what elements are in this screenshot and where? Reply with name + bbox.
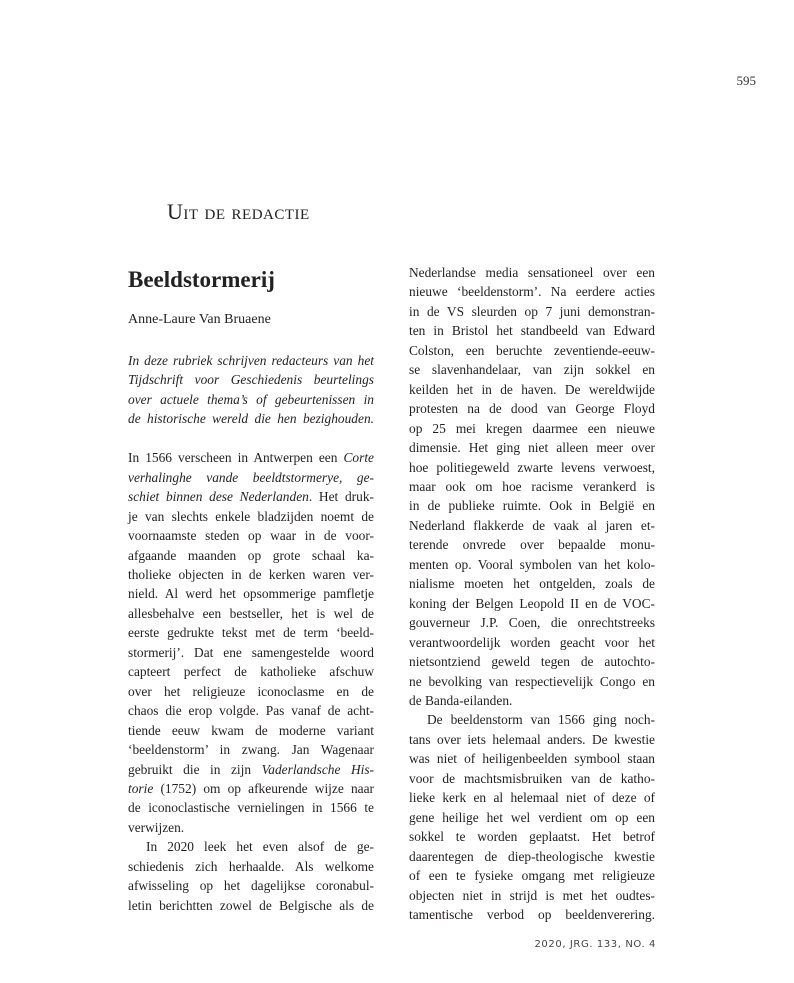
body-line	[409, 769, 655, 788]
body-line	[409, 321, 655, 340]
body-line	[409, 302, 655, 321]
text-segment: tholieke objecten in de kerken waren ver-	[128, 567, 374, 583]
body-line	[128, 818, 374, 837]
body-line	[128, 526, 374, 545]
body-line	[409, 652, 655, 671]
body-line	[409, 458, 655, 477]
italic-text: torie	[128, 781, 154, 797]
text-segment: protesten na de dood van George Floyd	[409, 401, 655, 417]
right-column	[409, 263, 655, 924]
text-segment: koning der Belgen Leopold II en de VOC-	[409, 595, 655, 611]
text-segment: de iconoclastische vernielingen in 1566 te	[128, 800, 374, 816]
body-line	[409, 496, 655, 515]
text-segment: in de VS sleurden op 7 juni demonstran-	[409, 303, 655, 319]
body-line	[128, 721, 374, 740]
left-column	[128, 351, 374, 915]
text-segment: afwisseling op het dagelijkse coronabul-	[128, 878, 374, 894]
body-line	[409, 827, 655, 846]
body-line	[128, 604, 374, 623]
body-line	[128, 448, 374, 467]
body-line	[128, 468, 374, 487]
italic-text: Corte	[343, 450, 374, 466]
body-line	[409, 691, 655, 710]
body-text-right	[409, 263, 655, 924]
body-line	[409, 905, 655, 924]
body-line	[128, 643, 374, 662]
body-line	[409, 730, 655, 749]
body-line	[409, 788, 655, 807]
body-line	[409, 282, 655, 301]
text-segment: je van slechts enkele bladzijden noemt de	[128, 508, 374, 524]
text-segment: nietsontziend geweld tegen de autochto-	[409, 654, 655, 670]
body-line	[409, 749, 655, 768]
body-line	[128, 798, 374, 817]
body-line	[409, 672, 655, 691]
text-segment: (1752) om op afkeurende wijze naar	[153, 781, 374, 797]
body-line	[409, 477, 655, 496]
text-segment: letin berichtten zowel de Belgische als de	[128, 897, 374, 913]
text-segment: nieuwe ‘beeldenstorm’. Na eerdere acties	[409, 284, 655, 300]
text-segment: nield. Al werd het opsommerige pamfletje	[128, 586, 374, 602]
article-title: Beeldstormerij	[128, 267, 275, 292]
body-line	[128, 662, 374, 681]
text-segment: was niet of heiligenbeelden symbool staan	[409, 751, 655, 767]
body-line	[409, 555, 655, 574]
body-line	[409, 710, 655, 729]
body-line	[128, 507, 374, 526]
text-segment: sokkel te worden geplaatst. Het betrof	[409, 829, 655, 845]
text-segment: capteert perfect de katholieke afschuw	[128, 664, 374, 680]
body-line	[128, 682, 374, 701]
text-segment: afgaande maanden op grote schaal ka-	[128, 547, 374, 563]
body-line	[128, 701, 374, 720]
text-segment: gebruikt die in zijn	[128, 761, 262, 777]
abstract-line: over actuele thema’s of gebeurtenissen in	[128, 391, 374, 407]
body-line	[128, 837, 374, 856]
text-segment: In 1566 verscheen in Antwerpen een	[128, 450, 344, 466]
body-line	[128, 487, 374, 506]
body-line	[409, 535, 655, 554]
section-heading: Uit de redactie	[167, 199, 310, 224]
text-segment: over het religieuze iconoclasme en de	[128, 683, 374, 699]
text-segment: op 25 mei kregen daarmee een nieuwe	[409, 420, 655, 436]
text-segment: Nederlandse media sensationeel over een	[409, 265, 655, 280]
text-segment: se slavenhandelaar, van zijn sokkel en	[409, 362, 655, 378]
text-segment: in de publieke ruimte. Ook in België en	[409, 498, 655, 514]
body-line	[409, 516, 655, 535]
text-segment: maar ook om hoe racisme verankerd is	[409, 478, 655, 494]
body-line	[409, 438, 655, 457]
body-line	[409, 808, 655, 827]
body-line	[409, 419, 655, 438]
body-line	[409, 886, 655, 905]
text-segment: voornaamste steden op waar in de voor-	[128, 528, 374, 544]
body-line	[128, 546, 374, 565]
text-segment: daarentegen de diep-theologische kwestie	[409, 848, 655, 864]
body-line	[128, 584, 374, 603]
text-segment: Nederland flakkerde de vaak al jaren et-	[409, 517, 655, 533]
text-segment: hoe politiegeweld zwarte levens verwoest,	[409, 459, 655, 475]
body-line	[409, 613, 655, 632]
body-line	[409, 574, 655, 593]
italic-text: verhalinghe vande beeldtstormerye, ge-	[128, 469, 374, 485]
text-segment: gouverneur J.P. Coen, die onrechtstreeks	[409, 615, 655, 631]
body-line	[128, 740, 374, 759]
page-number: 595	[736, 73, 756, 88]
italic-text: Vaderlandsche His-	[261, 761, 375, 777]
text-segment: of een te fysieke omgang met religieuze	[409, 868, 655, 884]
text-segment: In 2020 leek het even alsof de ge-	[146, 839, 374, 855]
text-segment: keilden het in de haven. De wereldwijde	[409, 381, 655, 397]
text-segment: stormerij’. Dat ene samengestelde woord	[128, 644, 374, 660]
text-segment: allesbehalve een bestseller, het is wel de	[128, 605, 374, 621]
text-segment: voor de machtsmisbruiken van de katho-	[409, 770, 655, 786]
text-segment: ne bevolking van respectievelijk Congo en	[409, 673, 655, 689]
body-line	[128, 779, 374, 798]
body-line	[409, 380, 655, 399]
text-segment: schiedenis zich herhaalde. Als welkome	[128, 858, 374, 874]
text-segment: De beeldenstorm van 1566 ging noch-	[427, 712, 655, 728]
body-line	[128, 896, 374, 915]
text-segment: objecten niet in strijd is met het oudtes-	[409, 887, 655, 903]
text-segment: de Banda-eilanden.	[409, 692, 513, 708]
body-line	[409, 399, 655, 418]
text-segment: tiende eeuw kwam de moderne variant	[128, 722, 374, 738]
body-line	[409, 866, 655, 885]
abstract	[128, 351, 374, 429]
body-line	[128, 623, 374, 642]
text-segment: eerste gedrukte tekst met de term ‘beeld-	[128, 625, 374, 641]
text-segment: . Het druk-	[308, 489, 374, 505]
text-segment: lieke kerk en al helemaal niet of deze of	[409, 790, 655, 806]
text-segment: tans over iets helemaal anders. De kwestie	[409, 731, 655, 747]
italic-text: schiet binnen dese Nederlanden	[128, 489, 309, 505]
text-segment: ten in Bristol het standbeeld van Edward	[409, 323, 655, 339]
body-line	[409, 263, 655, 282]
author-name: Anne-Laure Van Bruaene	[128, 312, 271, 327]
body-line	[409, 341, 655, 360]
body-line	[128, 857, 374, 876]
text-segment: verwijzen.	[128, 819, 185, 835]
text-segment: Colston, een beruchte zeventiende-eeuw-	[409, 342, 655, 358]
text-segment: chaos die erop volgde. Pas vanaf de acht-	[128, 703, 374, 719]
body-line	[128, 876, 374, 895]
text-segment: dimensie. Het ging niet alleen meer over	[409, 440, 655, 456]
journal-issue-footer: 2020, JRG. 133, NO. 4	[534, 939, 656, 950]
text-segment: menten op. Vooral symbolen van het kolo-	[409, 556, 655, 572]
body-line	[409, 847, 655, 866]
body-line	[409, 360, 655, 379]
abstract-line: Tijdschrift voor Geschiedenis beurtelings	[128, 372, 374, 388]
body-line	[409, 594, 655, 613]
body-text-left	[128, 448, 374, 915]
text-segment: terende onvrede over bepaalde monu-	[409, 537, 655, 553]
abstract-line: de historische wereld die hen bezighouden.	[128, 411, 374, 427]
text-segment: tamentische verbod op beeldenverering.	[409, 906, 655, 922]
text-segment: ‘beeldenstorm’ in zwang. Jan Wagenaar	[128, 742, 374, 758]
text-segment: gene heilige het wel verdient om op een	[409, 809, 655, 825]
body-line	[128, 565, 374, 584]
body-line	[128, 760, 374, 779]
abstract-line: In deze rubriek schrijven redacteurs van het	[128, 353, 374, 368]
text-segment: verantwoordelijk worden geacht voor het	[409, 634, 655, 650]
body-line	[409, 633, 655, 652]
text-segment: nialisme moeten het ontgelden, zoals de	[409, 576, 655, 592]
